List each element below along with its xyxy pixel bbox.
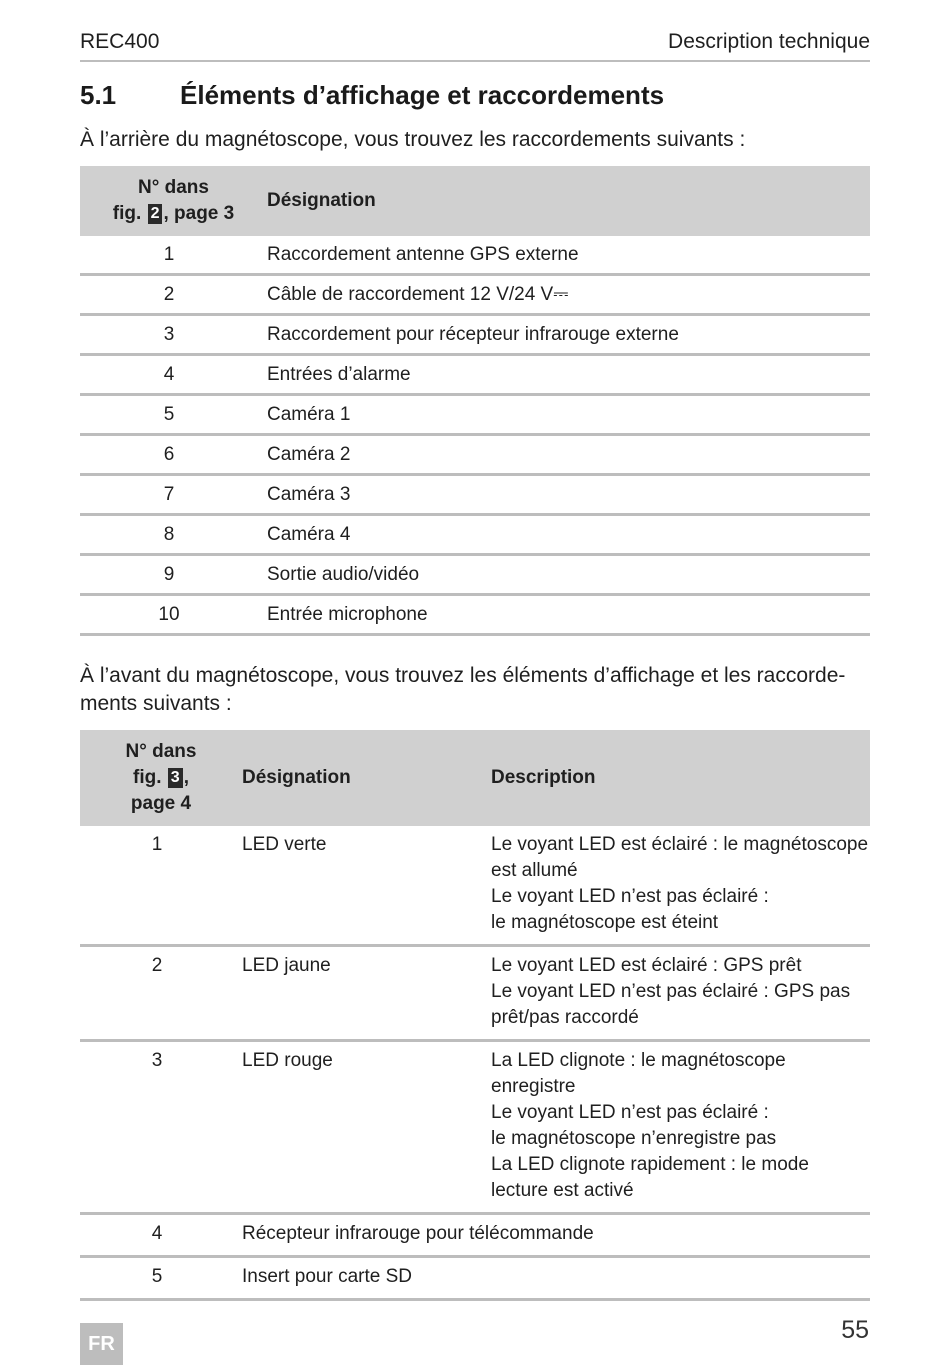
row-number: 1 (80, 236, 267, 275)
row-designation: Raccordement antenne GPS externe (267, 236, 870, 275)
table-row (80, 826, 870, 946)
table-row (80, 515, 870, 555)
table-row (80, 1257, 870, 1300)
table-row (80, 475, 870, 515)
row-designation: Sortie audio/vidéo (267, 555, 870, 595)
section-title: Éléments d’affichage et raccordements (180, 80, 665, 110)
table-row (80, 595, 870, 635)
row-number: 9 (80, 555, 267, 595)
col-number-header: N° dans fig. 3 , page 4 (80, 730, 242, 826)
row-designation: Caméra 1 (267, 395, 870, 435)
header-product: REC400 (80, 30, 160, 53)
table-header-row (80, 166, 870, 236)
table-row (80, 275, 870, 315)
row-description: La LED clignote : le magnétoscope enregistre Le voyant LED n’est pas éclairé : le magnétoscope n’enregistre pas La LED clignote rapidement : le mode lecture est activé (491, 1041, 870, 1214)
row-designation: Raccordement pour récepteur infrarouge externe (267, 315, 870, 355)
row-description: Le voyant LED est éclairé : GPS prêt Le voyant LED n’est pas éclairé : GPS pas prêt/pas raccordé (491, 946, 870, 1041)
figure-ref-badge: 3 (168, 768, 183, 788)
page-header (80, 30, 870, 62)
row-number: 4 (80, 1214, 242, 1257)
language-badge: FR (80, 1323, 123, 1365)
row-number: 2 (80, 946, 242, 1041)
row-designation: Entrée microphone (267, 595, 870, 635)
row-number: 5 (80, 395, 267, 435)
table-row (80, 1041, 870, 1214)
section-heading (80, 80, 664, 111)
table-row (80, 395, 870, 435)
row-designation: Câble de raccordement 12 V/24 V⎓ (267, 275, 870, 315)
table-row (80, 1214, 870, 1257)
col-number-header: N° dans fig. 2 , page 3 (80, 166, 267, 236)
header-section: Description technique (668, 30, 870, 53)
table-row (80, 435, 870, 475)
row-designation: Entrées d’alarme (267, 355, 870, 395)
figure-ref-badge: 2 (148, 204, 163, 224)
table-row (80, 315, 870, 355)
table-row (80, 946, 870, 1041)
table-row (80, 555, 870, 595)
intro-front-text: À l’avant du magnétoscope, vous trouvez les éléments d’affichage et les raccorde- ments suivants : (80, 664, 846, 715)
row-designation: Récepteur infrarouge pour télécommande (242, 1214, 870, 1257)
row-number: 10 (80, 595, 267, 635)
row-designation: LED jaune (242, 946, 491, 1041)
col-description-header: Description (491, 730, 870, 826)
row-number: 4 (80, 355, 267, 395)
rear-connections-table (80, 166, 870, 636)
front-elements-table (80, 730, 870, 1301)
col-designation-header: Désignation (242, 730, 491, 826)
row-designation: Caméra 3 (267, 475, 870, 515)
row-number: 3 (80, 315, 267, 355)
table-header-row (80, 730, 870, 826)
row-number: 3 (80, 1041, 242, 1214)
intro-front (80, 662, 870, 718)
row-number: 1 (80, 826, 242, 946)
row-designation: LED rouge (242, 1041, 491, 1214)
section-number: 5.1 (80, 80, 117, 110)
table-row (80, 355, 870, 395)
row-number: 5 (80, 1257, 242, 1300)
page-number: 55 (841, 1316, 869, 1344)
row-number: 7 (80, 475, 267, 515)
row-number: 8 (80, 515, 267, 555)
row-designation: Caméra 2 (267, 435, 870, 475)
row-number: 6 (80, 435, 267, 475)
row-description: Le voyant LED est éclairé : le magnétoscope est allumé Le voyant LED n’est pas éclairé : le magnétoscope est éteint (491, 826, 870, 946)
intro-rear: À l’arrière du magnétoscope, vous trouvez les raccordements suivants : (80, 128, 746, 151)
row-designation: Insert pour carte SD (242, 1257, 870, 1300)
row-number: 2 (80, 275, 267, 315)
row-designation: Caméra 4 (267, 515, 870, 555)
row-designation: LED verte (242, 826, 491, 946)
col-designation-header: Désignation (267, 166, 870, 236)
table-row (80, 236, 870, 275)
